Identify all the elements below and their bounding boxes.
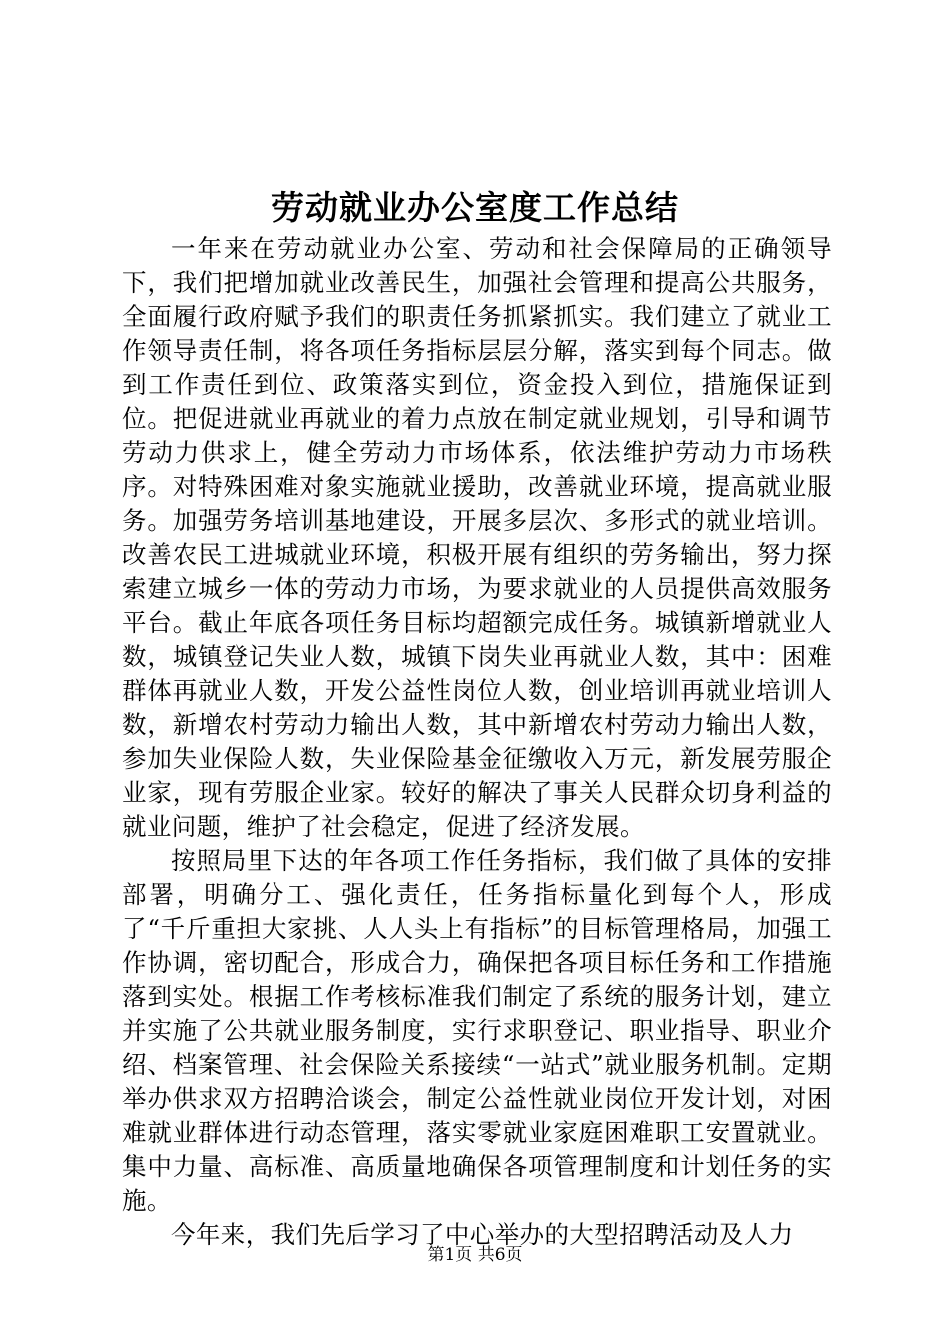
page-footer: 第1页 共6页 xyxy=(427,1245,523,1265)
paragraph-3: 今年来，我们先后学习了中心举办的大型招聘活动及人力 xyxy=(171,1220,794,1249)
paragraph-2: 按照局里下达的年各项工作任务指标，我们做了具体的安排部署，明确分工、强化责任，任务指标量化到每个人，形成了“千斤重担大家挑、人人头上有指标”的目标管理格局，加强工作协调，密切配合，形成合力，确保把各项目标任务和工作措施落到实处。根据工作考核标准我们制定了系统的服务计划，建立并实施了公共就业服务制度，实行求职登记、职业指导、职业介绍、档案管理、社会保险关系接续“一站式”就业服务机制。定期举办供求双方招聘洽谈会，制定公益性就业岗位开发计划，对困难就业群体进行动态管理，落实零就业家庭困难职工安置就业。集中力量、高标准、高质量地确保各项管理制度和计划任务的实施。 xyxy=(122,846,832,1215)
paragraph-1: 一年来在劳动就业办公室、劳动和社会保障局的正确领导下，我们把增加就业改善民生，加强社会管理和提高公共服务，全面履行政府赋予我们的职责任务抓紧抓实。我们建立了就业工作领导责任制，将各项任务指标层层分解，落实到每个同志。做到工作责任到位、政策落实到位，资金投入到位，措施保证到位。把促进就业再就业的着力点放在制定就业规划，引导和调节劳动力供求上，健全劳动力市场体系，依法维护劳动力市场秩序。对特殊困难对象实施就业援助，改善就业环境，提高就业服务。加强劳务培训基地建设，开展多层次、多形式的就业培训。改善农民工进城就业环境，积极开展有组织的劳务输出，努力探索建立城乡一体的劳动力市场，为要求就业的人员提供高效服务平台。截止年底各项任务目标均超额完成任务。城镇新增就业人数，城镇登记失业人数，城镇下岗失业再就业人数，其中：困难群体再就业人数，开发公益性岗位人数，创业培训再就业培训人数，新增农村劳动力输出人数，其中新增农村劳动力输出人数，参加失业保险人数，失业保险基金征缴收入万元，新发展劳服企业家，现有劳服企业家。较好的解决了事关人民群众切身利益的就业问题，维护了社会稳定，促进了经济发展。 xyxy=(122,234,832,841)
document-body xyxy=(122,232,832,1252)
document-title: 劳动就业办公室度工作总结 xyxy=(271,188,679,227)
